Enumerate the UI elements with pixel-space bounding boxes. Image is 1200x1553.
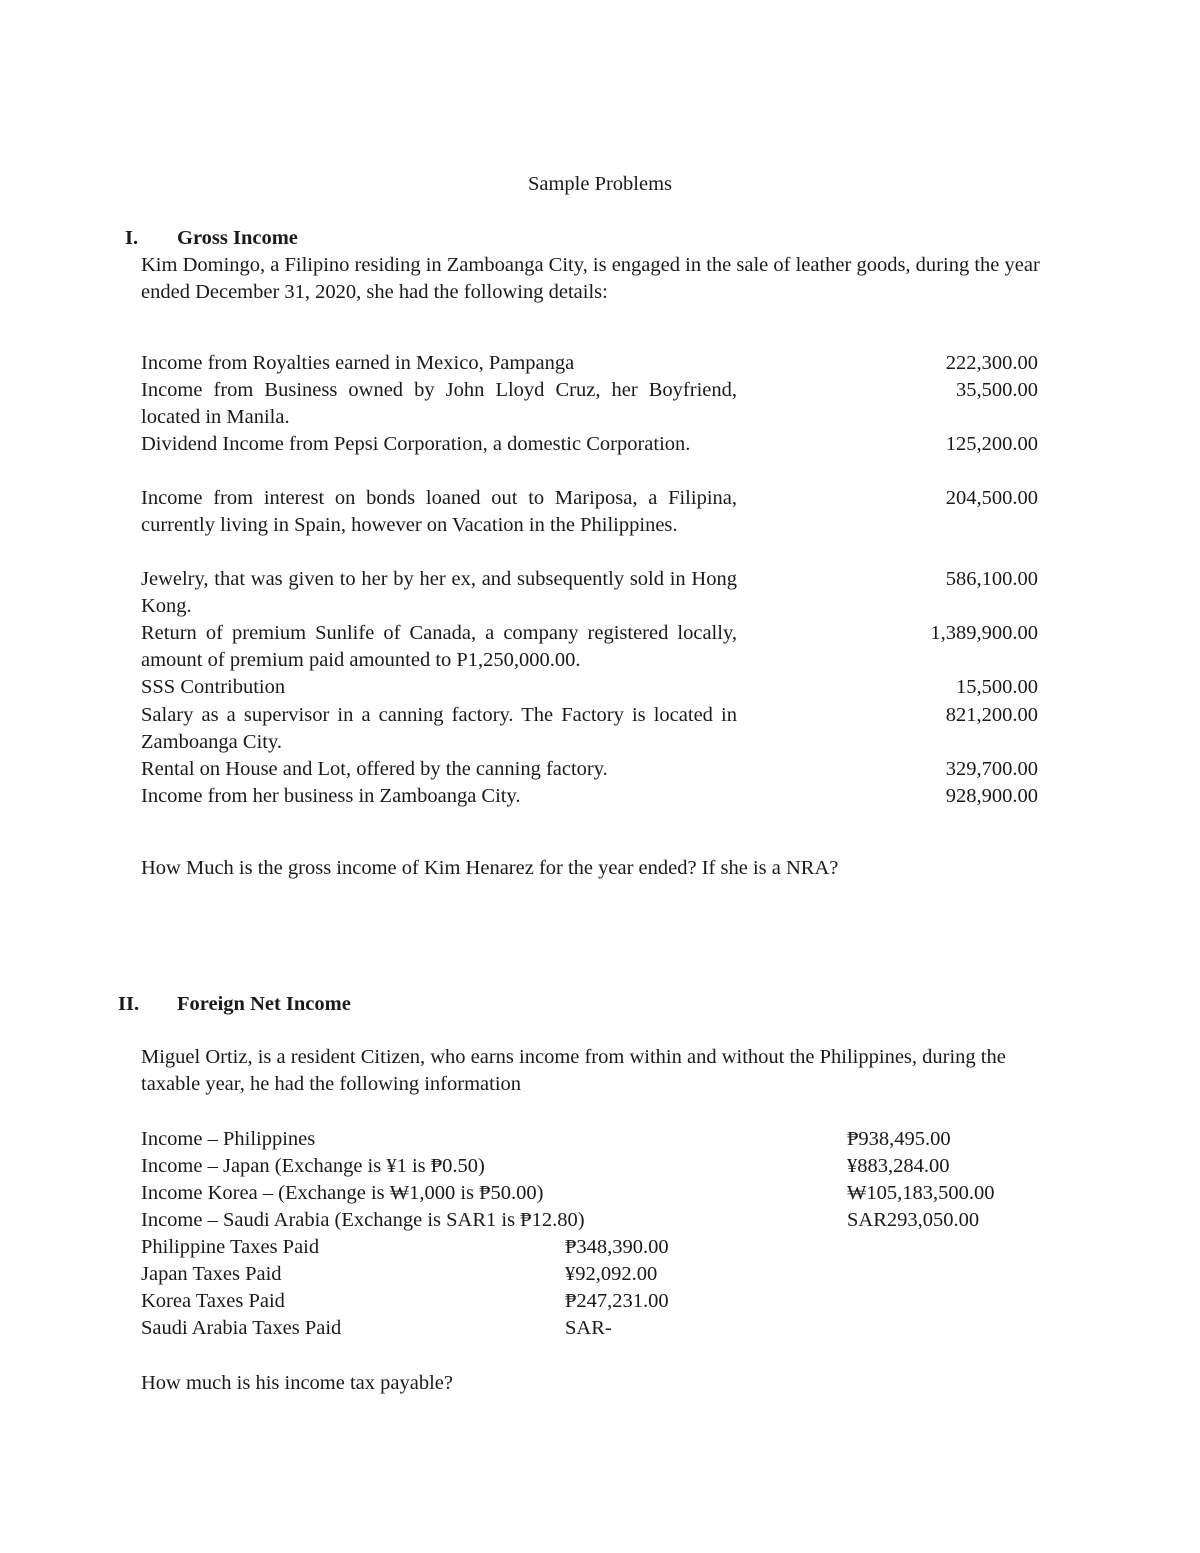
tax-amount: ¥92,092.00 — [565, 1263, 658, 1285]
item-description: Income from her business in Zamboanga City. — [141, 785, 521, 807]
income-label: Income – Saudi Arabia (Exchange is SAR1 is ₱12.80) — [141, 1209, 585, 1231]
item-amount: 125,200.00 — [945, 433, 1038, 455]
section-2-question: How much is his income tax payable? — [141, 1372, 453, 1394]
section-2-heading: Foreign Net Income — [177, 993, 351, 1015]
item-amount: 35,500.00 — [956, 379, 1038, 401]
tax-label: Korea Taxes Paid — [141, 1290, 285, 1312]
tax-amount: ₱348,390.00 — [565, 1236, 669, 1258]
item-description: Income from interest on bonds loaned out to Mariposa, a Filipina, currently living in Spain, however on Vacation in the Philippines. — [141, 487, 737, 536]
item-amount: 1,389,900.00 — [930, 622, 1038, 644]
tax-label: Saudi Arabia Taxes Paid — [141, 1317, 342, 1339]
item-amount: 204,500.00 — [945, 487, 1038, 509]
income-label: Income Korea – (Exchange is ₩1,000 is ₱50.00) — [141, 1182, 544, 1204]
item-amount: 821,200.00 — [945, 704, 1038, 726]
item-amount: 586,100.00 — [945, 568, 1038, 590]
item-amount: 329,700.00 — [945, 758, 1038, 780]
item-description: Income from Business owned by John Lloyd Cruz, her Boyfriend, located in Manila. — [141, 379, 737, 428]
page-title: Sample Problems — [527, 173, 673, 195]
section-1-number: I. — [125, 227, 139, 249]
item-description: Jewelry, that was given to her by her ex, and subsequently sold in Hong Kong. — [141, 568, 737, 617]
section-1-heading: Gross Income — [177, 227, 298, 249]
tax-amount: ₱247,231.00 — [565, 1290, 669, 1312]
item-amount: 222,300.00 — [945, 352, 1038, 374]
income-label: Income – Philippines — [141, 1128, 316, 1150]
income-amount: ¥883,284.00 — [847, 1155, 950, 1177]
item-description: SSS Contribution — [141, 676, 286, 698]
section-1-question: How Much is the gross income of Kim Henarez for the year ended? If she is a NRA? — [141, 857, 839, 879]
item-description: Income from Royalties earned in Mexico, Pampanga — [141, 352, 575, 374]
income-amount: SAR293,050.00 — [847, 1209, 980, 1231]
section-1-intro: Kim Domingo, a Filipino residing in Zamboanga City, is engaged in the sale of leather goods, during the year ended December 31, 2020, she had the following details: — [141, 254, 1040, 303]
item-description: Return of premium Sunlife of Canada, a company registered locally, amount of premium paid amounted to P1,250,000.00. — [141, 622, 737, 671]
tax-label: Philippine Taxes Paid — [141, 1236, 320, 1258]
item-description: Rental on House and Lot, offered by the canning factory. — [141, 758, 608, 780]
item-description: Dividend Income from Pepsi Corporation, a domestic Corporation. — [141, 433, 691, 455]
income-amount: ₱938,495.00 — [847, 1128, 951, 1150]
item-amount: 928,900.00 — [945, 785, 1038, 807]
income-label: Income – Japan (Exchange is ¥1 is ₱0.50) — [141, 1155, 485, 1177]
section-2-intro: Miguel Ortiz, is a resident Citizen, who earns income from within and without the Philippines, during the taxable year, he had the following information — [141, 1046, 1006, 1095]
section-2-number: II. — [118, 993, 140, 1015]
item-amount: 15,500.00 — [956, 676, 1038, 698]
income-amount: ₩105,183,500.00 — [847, 1182, 995, 1204]
item-description: Salary as a supervisor in a canning factory. The Factory is located in Zamboanga City. — [141, 704, 737, 753]
tax-amount: SAR- — [565, 1317, 612, 1339]
tax-label: Japan Taxes Paid — [141, 1263, 282, 1285]
